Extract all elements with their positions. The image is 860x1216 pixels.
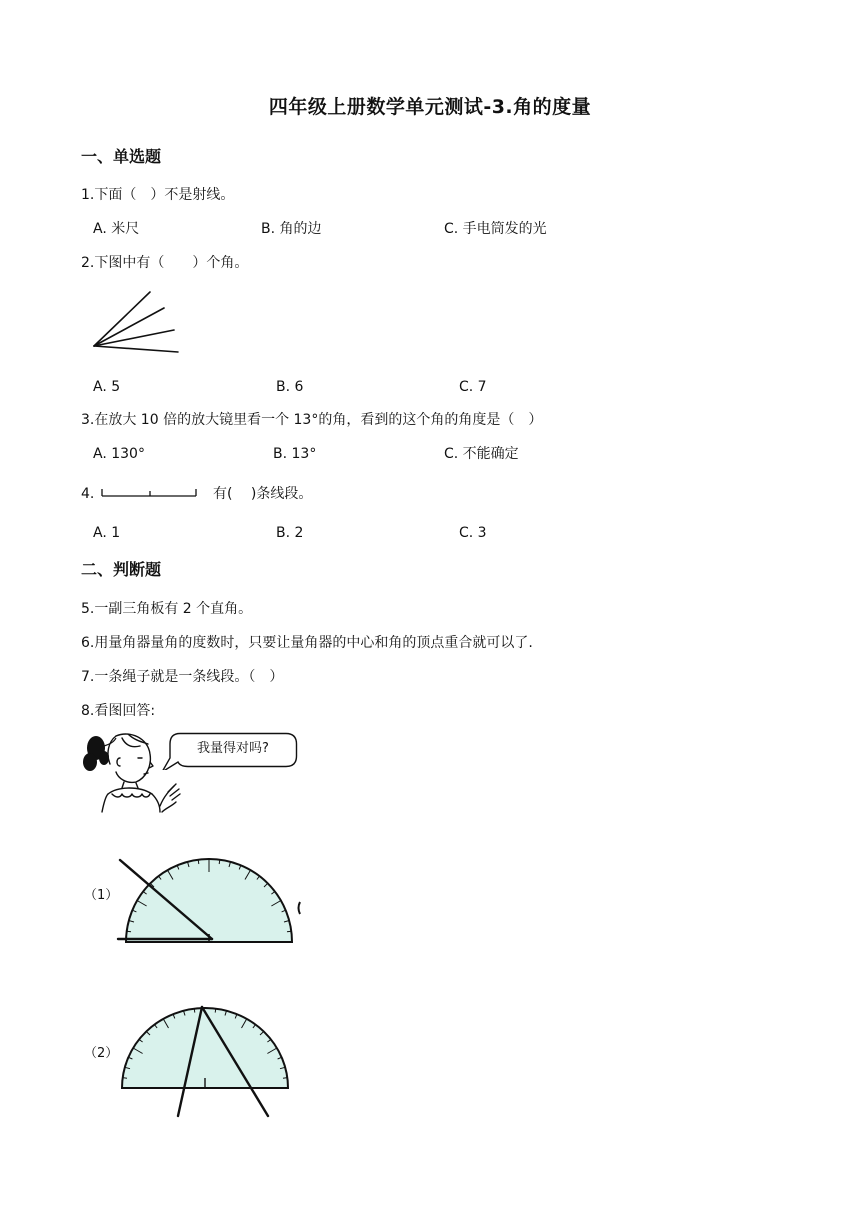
question-2-stem: 2.下图中有（ ）个角。 [81, 255, 249, 271]
protractor-figure-1 [116, 856, 306, 952]
question-1-option-b[interactable]: B. 角的边 [261, 221, 322, 237]
question-2-option-a[interactable]: A. 5 [93, 379, 121, 395]
question-3-option-c[interactable]: C. 不能确定 [444, 446, 519, 462]
page-title: 四年级上册数学单元测试-3.角的度量 [268, 96, 592, 118]
question-1-option-a[interactable]: A. 米尺 [93, 221, 140, 237]
speech-bubble-text: 我量得对吗? [197, 741, 269, 756]
subfigure-2-label: （2） [84, 1046, 119, 1061]
segment-figure [100, 486, 200, 502]
section-heading-judgement: 二、判断题 [81, 560, 162, 579]
question-3-stem: 3.在放大 10 倍的放大镜里看一个 13°的角，看到的这个角的角度是（ ） [81, 412, 543, 428]
protractor-figure-2 [116, 1004, 306, 1122]
question-4-option-a[interactable]: A. 1 [93, 525, 121, 541]
question-2-option-c[interactable]: C. 7 [459, 379, 487, 395]
question-1-stem: 1.下面（ ）不是射线。 [81, 187, 235, 203]
question-3-option-b[interactable]: B. 13° [273, 446, 317, 462]
section-heading-single-choice: 一、单选题 [81, 147, 162, 166]
question-4-suffix: 有( )条线段。 [213, 486, 313, 502]
question-2-option-b[interactable]: B. 6 [276, 379, 304, 395]
question-8-stem: 8.看图回答: [81, 703, 156, 719]
question-4-option-c[interactable]: C. 3 [459, 525, 487, 541]
rays-figure [88, 286, 188, 358]
question-5-stem: 5.一副三角板有 2 个直角。 [81, 601, 253, 617]
speech-bubble [158, 732, 298, 770]
question-7-stem: 7.一条绳子就是一条线段。（ ） [81, 669, 284, 685]
question-4-option-b[interactable]: B. 2 [276, 525, 304, 541]
subfigure-1-label: （1） [84, 888, 119, 903]
question-1-option-c[interactable]: C. 手电筒发的光 [444, 221, 547, 237]
question-3-option-a[interactable]: A. 130° [93, 446, 145, 462]
question-6-stem: 6.用量角器量角的度数时，只要让量角器的中心和角的顶点重合就可以了. [81, 635, 533, 651]
question-4-number: 4. [81, 486, 95, 502]
